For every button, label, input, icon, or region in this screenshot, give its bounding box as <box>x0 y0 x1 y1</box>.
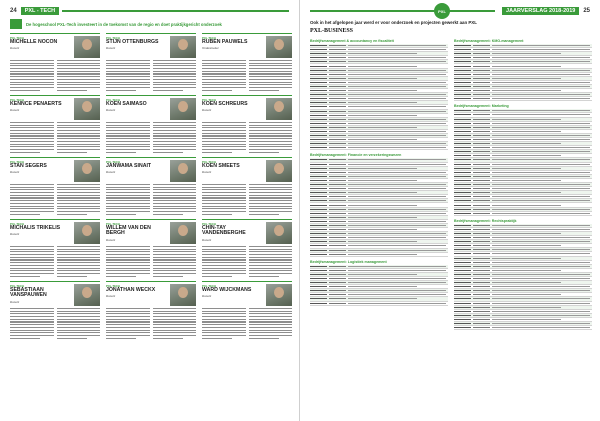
header-rule <box>310 10 495 12</box>
header-rule <box>62 10 289 12</box>
person-role: Docent <box>10 46 20 51</box>
table-heading: Bedrijfsmanagement: KMO-management <box>454 39 524 43</box>
table-heading: Bedrijfsmanagement: Marketing <box>454 104 509 109</box>
person-photo <box>74 160 100 182</box>
person-card <box>10 95 100 157</box>
right-page <box>300 0 600 421</box>
camera-icon <box>10 19 22 29</box>
person-dept: PXL-TECH <box>10 160 24 164</box>
person-name: MICHALIS TRIKELIS <box>10 225 61 231</box>
person-bio <box>106 122 196 154</box>
person-photo <box>74 36 100 58</box>
person-bio <box>106 184 196 216</box>
person-dept: PXL-TECH <box>10 36 24 40</box>
project-table <box>454 109 592 215</box>
person-role: Docent <box>106 237 116 242</box>
person-bio <box>10 308 100 340</box>
person-bio <box>10 246 100 278</box>
person-role: Docent <box>10 299 20 304</box>
left-section-label: PXL - TECH <box>21 7 59 15</box>
table-row <box>454 326 592 330</box>
person-photo <box>170 160 196 182</box>
person-bio <box>202 246 292 278</box>
table-heading: Bedrijfsmanagement: Rechtspraktijk <box>454 218 517 223</box>
person-bio <box>202 122 292 154</box>
person-card <box>10 157 100 219</box>
table-column-right <box>454 36 592 330</box>
person-photo <box>170 36 196 58</box>
right-page-number: 25 <box>583 7 590 14</box>
person-role: Docent <box>10 108 20 113</box>
left-page-number: 24 <box>10 7 17 14</box>
person-bio <box>106 308 196 340</box>
person-photo <box>266 284 292 306</box>
person-role: Docent <box>106 46 116 51</box>
person-name: SEBASTIAAN VANSPAUWEN <box>10 287 47 299</box>
person-bio <box>10 60 100 92</box>
table-column-left <box>310 36 448 330</box>
intro <box>10 19 289 29</box>
person-name: STIJN OTTENBURGS <box>106 39 159 45</box>
person-role: Onderzoeker <box>202 46 219 51</box>
person-name: WARD WIJCKMANS <box>202 287 252 293</box>
left-header <box>10 6 289 15</box>
person-photo <box>266 36 292 58</box>
table-heading: Bedrijfsmanagement: Logistiek management <box>310 259 387 264</box>
table-columns <box>310 36 592 330</box>
project-table <box>310 158 448 256</box>
person-role: Docent <box>106 108 116 113</box>
person-name: STAN SEGERS <box>10 163 47 169</box>
person-dept: PXL-TECH <box>106 36 120 40</box>
project-table <box>454 224 592 330</box>
person-bio <box>202 60 292 92</box>
person-name: KENNCE PENAERTS <box>10 101 62 107</box>
person-dept: PXL-TECH <box>202 36 216 40</box>
person-card <box>202 157 292 219</box>
person-card <box>106 281 196 343</box>
person-name: KOEN SMEETS <box>202 163 240 169</box>
person-photo <box>170 98 196 120</box>
person-card <box>202 219 292 281</box>
project-table <box>310 265 448 306</box>
table-row <box>310 253 448 257</box>
person-role: Docent <box>202 294 212 299</box>
person-photo <box>266 222 292 244</box>
person-card <box>106 157 196 219</box>
person-bio <box>106 246 196 278</box>
person-card <box>10 281 100 343</box>
person-name: WILLEM VAN DEN BERGH <box>106 225 151 237</box>
table-heading: Bedrijfsmanagement: Financie en verzekeringswezen <box>310 153 402 158</box>
person-bio <box>106 60 196 92</box>
person-photo <box>74 284 100 306</box>
person-role: Docent <box>10 232 20 237</box>
person-dept: PXL-TECH <box>106 160 120 164</box>
people-grid <box>10 33 292 343</box>
project-table <box>454 44 592 101</box>
person-photo <box>74 98 100 120</box>
table-row <box>454 212 592 216</box>
person-photo <box>74 222 100 244</box>
person-dept: PXL-TECH <box>202 98 216 102</box>
person-card <box>202 95 292 157</box>
person-bio <box>10 122 100 154</box>
page-title: Ook in het afgelopen jaar werd er voor onderzoek en projecten gewerkt aan PXL <box>310 20 477 25</box>
person-role: Docent <box>202 108 212 113</box>
person-card <box>202 33 292 95</box>
person-dept: PXL-TECH <box>202 284 216 288</box>
person-card <box>106 33 196 95</box>
table-row <box>454 97 592 101</box>
intro-text: De hogeschool PXL-Tech investeert in de toekomst van de regio en doet praktijkgericht onderzoek <box>26 21 222 27</box>
person-card <box>106 219 196 281</box>
table-row <box>310 146 448 150</box>
person-bio <box>202 184 292 216</box>
person-card <box>202 281 292 343</box>
person-dept: PXL-TECH <box>10 98 24 102</box>
person-dept: PXL-TECH <box>10 222 24 226</box>
person-dept: PXL-TECH <box>106 98 120 102</box>
person-photo <box>170 222 196 244</box>
person-card <box>10 219 100 281</box>
person-photo <box>266 160 292 182</box>
person-photo <box>266 98 292 120</box>
person-card <box>106 95 196 157</box>
person-name: MICHELLE NOCON <box>10 39 58 45</box>
page-subtitle: PXL-BUSINESS <box>310 28 354 34</box>
person-name: RUBEN PAUWELS <box>202 39 248 45</box>
person-card <box>10 33 100 95</box>
person-name: JANWAMA SINAIT <box>106 163 152 169</box>
person-photo <box>170 284 196 306</box>
table-heading: Bedrijfsmanagement & accountancy en fiscaliteit <box>310 39 394 43</box>
pxl-logo: PXL <box>434 3 450 19</box>
person-dept: PXL-TECH <box>202 160 216 164</box>
person-bio <box>10 184 100 216</box>
person-role: Docent <box>10 170 20 175</box>
person-dept: PXL-TECH <box>106 284 120 288</box>
person-dept: PXL-TECH <box>106 222 120 226</box>
person-role: Docent <box>202 170 212 175</box>
person-role: Docent <box>202 237 212 242</box>
person-dept: PXL-TECH <box>10 284 24 288</box>
right-section-label: JAARVERSLAG 2018-2019 <box>502 7 579 15</box>
person-role: Docent <box>106 294 116 299</box>
right-header <box>310 6 590 15</box>
table-row <box>310 302 448 306</box>
person-name: KOEN SCHREURS <box>202 101 248 107</box>
person-name: CHIN-TAY VANDENBERGHE <box>202 225 246 237</box>
person-bio <box>202 308 292 340</box>
person-role: Docent <box>106 170 116 175</box>
project-table <box>310 44 448 150</box>
person-name: JONATHAN WECKX <box>106 287 156 293</box>
person-name: KOEN SAIMASO <box>106 101 147 107</box>
person-dept: PXL-TECH <box>202 222 216 226</box>
